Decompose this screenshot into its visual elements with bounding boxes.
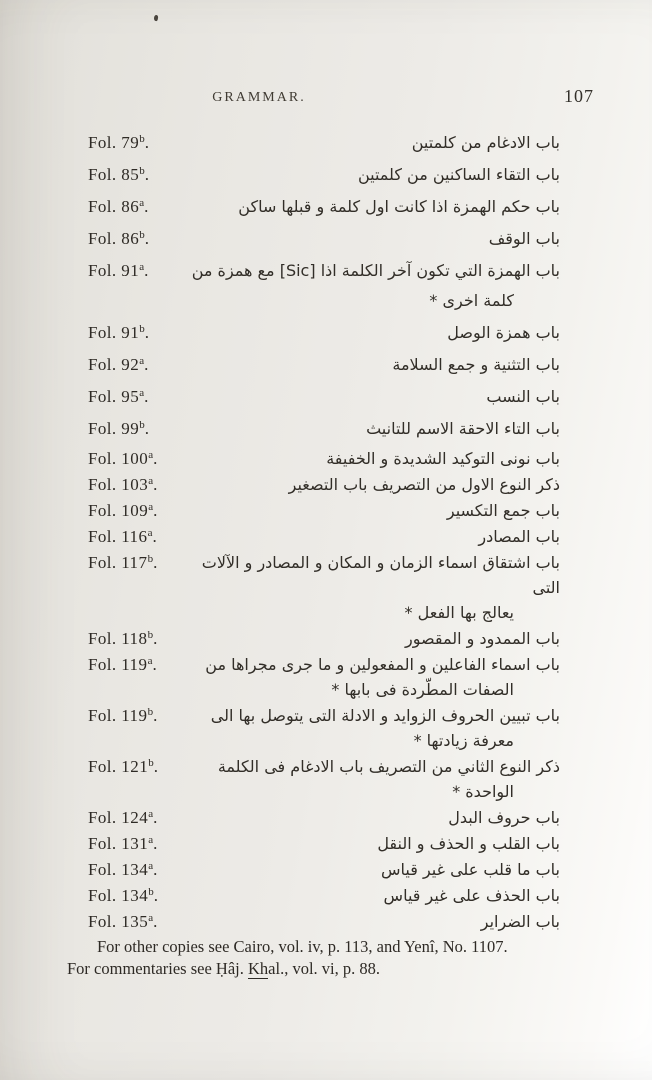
fol-side-letter: b — [147, 629, 154, 641]
fol-dot: . — [144, 229, 150, 248]
arabic-chapter-title — [186, 256, 560, 316]
fol-label: Fol. — [88, 834, 117, 853]
fol-dot: . — [153, 706, 158, 725]
fol-number: 86 — [121, 229, 140, 248]
fol-side-letter: b — [147, 706, 154, 718]
footer-line2-underlined: Kh — [247, 958, 269, 978]
fol-entry — [68, 831, 560, 856]
fol-entry — [68, 256, 560, 316]
fol-reference — [68, 498, 186, 523]
fol-dot: . — [153, 860, 158, 879]
arabic-line: باب همزة الوصل — [447, 323, 560, 342]
arabic-line: باب حكم الهمزة اذا كانت اول كلمة و قبلها ساكن — [238, 197, 560, 216]
arabic-line-continuation: الواحدة * — [452, 782, 514, 801]
arabic-chapter-title — [186, 414, 560, 444]
fol-side-letter: a — [148, 501, 154, 513]
fol-reference — [68, 652, 186, 677]
fol-entry — [68, 652, 560, 702]
arabic-line: باب تبيين الحروف الزوايد و الادلة التى يتوصل بها الى — [210, 706, 560, 725]
footer-line-other-copies: For other copies see Cairo, vol. iv, p. 113, and Yenî, No. 1107. — [97, 937, 508, 956]
fol-reference — [68, 160, 186, 190]
arabic-line: باب الهمزة التي تكون آخر الكلمة اذا [Sic] مع همزة من — [191, 261, 560, 280]
arabic-line: باب اسماء الفاعلين و المفعولين و ما جرى مجراها من — [205, 655, 560, 674]
fol-reference — [68, 318, 186, 348]
fol-side-letter: a — [148, 475, 154, 487]
fol-entry — [68, 382, 560, 412]
arabic-chapter-title — [186, 382, 560, 412]
page-header — [68, 86, 594, 112]
fol-reference — [68, 550, 186, 575]
arabic-line: باب الممدود و المقصور — [405, 629, 560, 648]
fol-reference — [68, 414, 186, 444]
fol-side-letter: a — [139, 197, 145, 209]
fol-reference — [68, 805, 186, 830]
fol-reference — [68, 703, 186, 728]
fol-label: Fol. — [88, 475, 117, 494]
fol-reference — [68, 626, 186, 651]
fol-label: Fol. — [88, 501, 117, 520]
arabic-chapter-title — [186, 472, 560, 497]
fol-label: Fol. — [88, 261, 117, 280]
fol-entry — [68, 318, 560, 348]
arabic-chapter-title — [186, 160, 560, 190]
fol-number: 91 — [121, 261, 140, 280]
fol-reference — [68, 446, 186, 471]
fol-label: Fol. — [88, 860, 117, 879]
arabic-line: باب حروف البدل — [448, 808, 560, 827]
arabic-chapter-title — [186, 350, 560, 380]
fol-dot: . — [153, 757, 159, 776]
fol-label: Fol. — [88, 355, 117, 374]
fol-side-letter: b — [139, 165, 145, 177]
fol-side-letter: a — [148, 834, 154, 846]
fol-reference — [68, 382, 186, 412]
fol-label: Fol. — [88, 886, 117, 905]
fol-dot: . — [144, 165, 150, 184]
fol-reference — [68, 524, 186, 549]
fol-reference — [68, 754, 186, 779]
arabic-chapter-title — [186, 652, 560, 702]
fol-label: Fol. — [88, 808, 117, 827]
fol-number: 134 — [121, 860, 149, 879]
fol-reference — [68, 128, 186, 158]
fol-label: Fol. — [88, 757, 117, 776]
fol-number: 118 — [121, 629, 148, 648]
running-title: GRAMMAR. — [212, 90, 306, 105]
fol-number: 100 — [121, 449, 149, 468]
fol-entry — [68, 754, 560, 804]
arabic-chapter-title — [186, 909, 560, 934]
page-number: 107 — [564, 86, 594, 106]
fol-label: Fol. — [88, 706, 117, 725]
arabic-line: باب جمع التكسير — [446, 501, 560, 520]
fol-entry — [68, 909, 560, 934]
fol-reference — [68, 192, 186, 222]
fol-reference — [68, 224, 186, 254]
fol-side-letter: a — [148, 860, 154, 872]
arabic-chapter-title — [186, 805, 560, 830]
fol-label: Fol. — [88, 165, 117, 184]
fol-dot: . — [144, 419, 150, 438]
fol-side-letter: a — [139, 261, 145, 273]
arabic-line: باب الادغام من كلمتين — [411, 133, 560, 152]
fol-entry — [68, 128, 560, 158]
fol-number: 124 — [121, 808, 149, 827]
fol-side-letter: a — [148, 449, 154, 461]
fol-list — [68, 128, 560, 935]
footer-line-commentaries — [67, 958, 569, 980]
fol-entry — [68, 857, 560, 882]
fol-label: Fol. — [88, 527, 117, 546]
fol-side-letter: a — [148, 912, 154, 924]
arabic-line-continuation: يعالج بها الفعل * — [404, 603, 514, 622]
fol-reference — [68, 831, 186, 856]
fol-dot: . — [144, 261, 149, 280]
fol-entry — [68, 160, 560, 190]
fol-number: 92 — [121, 355, 140, 374]
fol-reference — [68, 909, 186, 934]
arabic-chapter-title — [186, 446, 560, 471]
fol-side-letter: b — [139, 133, 145, 145]
arabic-chapter-title — [186, 318, 560, 348]
fol-number: 121 — [121, 757, 149, 776]
arabic-line: باب التثنية و جمع السلامة — [392, 355, 560, 374]
arabic-chapter-title — [186, 626, 560, 651]
fol-side-letter: b — [147, 553, 154, 565]
fol-dot: . — [152, 655, 158, 674]
fol-entry — [68, 192, 560, 222]
arabic-line: ذكر النوع الثاني من التصريف باب الادغام فى الكلمة — [217, 757, 560, 776]
arabic-chapter-title — [186, 857, 560, 882]
fol-label: Fol. — [88, 553, 117, 572]
fol-label: Fol. — [88, 419, 117, 438]
fol-entry — [68, 414, 560, 444]
fol-side-letter: b — [148, 757, 154, 769]
arabic-chapter-title — [186, 524, 560, 549]
arabic-chapter-title — [186, 128, 560, 158]
fol-entry — [68, 446, 560, 471]
fol-entry — [68, 350, 560, 380]
arabic-line: باب النسب — [486, 387, 560, 406]
fol-number: 119 — [121, 706, 148, 725]
fol-number: 79 — [121, 133, 140, 152]
fol-dot: . — [153, 886, 159, 905]
arabic-line: باب المصادر — [478, 527, 560, 546]
fol-dot: . — [153, 629, 158, 648]
fol-entry — [68, 224, 560, 254]
fol-dot: . — [153, 501, 158, 520]
footer-line2-after: al., vol. vi, p. 88. — [268, 958, 380, 978]
fol-side-letter: b — [139, 419, 145, 431]
arabic-line: باب ما قلب على غير قياس — [380, 860, 560, 879]
arabic-chapter-title — [186, 498, 560, 523]
fol-number: 109 — [121, 501, 149, 520]
fol-dot: . — [144, 355, 149, 374]
fol-number: 103 — [121, 475, 149, 494]
fol-number: 99 — [121, 419, 140, 438]
fol-dot: . — [153, 553, 158, 572]
arabic-line: باب الضراير — [480, 912, 560, 931]
fol-reference — [68, 472, 186, 497]
fol-side-letter: a — [139, 355, 145, 367]
fol-side-letter: a — [147, 655, 153, 667]
fol-number: 91 — [121, 323, 140, 342]
fol-entry — [68, 472, 560, 497]
fol-entry — [68, 703, 560, 753]
fol-dot: . — [144, 197, 149, 216]
arabic-line: باب التقاء الساكنين من كلمتين — [357, 165, 560, 184]
fol-number: 131 — [121, 834, 149, 853]
fol-number: 135 — [121, 912, 149, 931]
footer-note — [67, 936, 569, 979]
arabic-line: باب نونى التوكيد الشديدة و الخفيفة — [326, 449, 560, 468]
fol-number: 95 — [121, 387, 140, 406]
arabic-chapter-title — [186, 831, 560, 856]
fol-side-letter: a — [139, 387, 145, 399]
fol-label: Fol. — [88, 323, 117, 342]
footer-line2-before: For commentaries see Ḥâj. — [67, 958, 248, 978]
arabic-line-continuation: كلمة اخرى * — [429, 291, 514, 310]
fol-side-letter: a — [148, 808, 154, 820]
fol-dot: . — [153, 475, 158, 494]
fol-number: 119 — [121, 655, 148, 674]
arabic-line: باب الحذف على غير قياس — [383, 886, 560, 905]
fol-number: 116 — [121, 527, 148, 546]
fol-dot: . — [144, 133, 150, 152]
fol-number: 86 — [121, 197, 140, 216]
fol-reference — [68, 350, 186, 380]
arabic-line: باب الوقف — [488, 229, 560, 248]
arabic-chapter-title — [186, 192, 560, 222]
fol-side-letter: a — [147, 527, 153, 539]
arabic-line: باب القلب و الحذف و النقل — [377, 834, 560, 853]
fol-dot: . — [144, 387, 149, 406]
fol-number: 134 — [121, 886, 149, 905]
arabic-line: باب التاء الاحقة الاسم للتانيث — [366, 419, 560, 438]
arabic-line-continuation: الصفات المطّردة فى بابها * — [331, 680, 514, 699]
fol-dot: . — [153, 808, 158, 827]
fol-label: Fol. — [88, 387, 117, 406]
fol-number: 117 — [121, 553, 148, 572]
arabic-chapter-title — [186, 550, 560, 625]
fol-label: Fol. — [88, 133, 117, 152]
fol-reference — [68, 857, 186, 882]
fol-entry — [68, 498, 560, 523]
fol-dot: . — [144, 323, 150, 342]
fol-label: Fol. — [88, 655, 117, 674]
fol-side-letter: b — [139, 323, 145, 335]
fol-dot: . — [153, 912, 158, 931]
arabic-chapter-title — [186, 754, 560, 804]
arabic-chapter-title — [186, 224, 560, 254]
ink-speck — [153, 15, 158, 22]
fol-entry — [68, 805, 560, 830]
fol-side-letter: b — [139, 229, 145, 241]
fol-label: Fol. — [88, 449, 117, 468]
arabic-line-continuation: معرفة زيادتها * — [413, 731, 514, 750]
arabic-chapter-title — [186, 703, 560, 753]
arabic-chapter-title — [186, 883, 560, 908]
fol-label: Fol. — [88, 197, 117, 216]
fol-side-letter: b — [148, 886, 154, 898]
fol-dot: . — [152, 527, 158, 546]
fol-label: Fol. — [88, 629, 117, 648]
fol-dot: . — [153, 834, 158, 853]
arabic-line: باب اشتقاق اسماء الزمان و المكان و المصادر و الآلات التى — [201, 553, 560, 597]
fol-reference — [68, 256, 186, 286]
fol-label: Fol. — [88, 229, 117, 248]
fol-entry — [68, 626, 560, 651]
fol-dot: . — [153, 449, 158, 468]
arabic-line: ذكر النوع الاول من التصريف باب التصغير — [288, 475, 560, 494]
fol-entry — [68, 524, 560, 549]
fol-reference — [68, 883, 186, 908]
fol-entry — [68, 550, 560, 625]
fol-entry — [68, 883, 560, 908]
fol-number: 85 — [121, 165, 140, 184]
fol-label: Fol. — [88, 912, 117, 931]
